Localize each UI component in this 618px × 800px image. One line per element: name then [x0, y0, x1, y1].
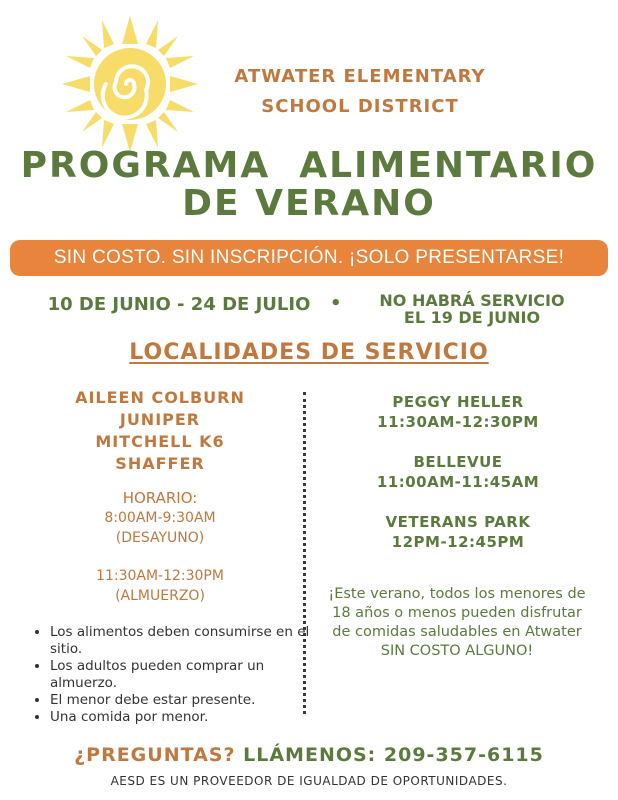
site-time: 11:30AM-12:30PM [377, 413, 539, 431]
schedule-block [50, 488, 270, 606]
rules-list [32, 624, 320, 726]
site-entry [338, 512, 578, 552]
schedule-label: HORARIO: [122, 489, 198, 507]
site-name: PEGGY HELLER [392, 393, 524, 411]
date-separator: • [330, 293, 342, 314]
contact-line [0, 743, 618, 767]
list-item: • Los alimentos deben consumirse en el sitio. [50, 624, 320, 658]
site-name: AILEEN COLBURN [75, 388, 245, 407]
site-name: MITCHELL K6 [95, 432, 225, 451]
no-service-notice [352, 292, 592, 326]
site-name: JUNIPER [119, 410, 201, 429]
site-name: VETERANS PARK [385, 513, 531, 531]
site-entry [338, 392, 578, 432]
site-name: BELLEVUE [413, 453, 503, 471]
breakfast-time: 8:00AM-9:30AM [104, 510, 216, 526]
breakfast-label: (DESAYUNO) [115, 530, 205, 546]
lunch-time: 11:30AM-12:30PM [96, 568, 224, 584]
right-site-list [338, 392, 578, 572]
list-item: • El menor debe estar presente. [50, 692, 320, 709]
no-cost-banner: SIN COSTO. SIN INSCRIPCIÓN. ¡SOLO PRESENTARSE! [10, 240, 608, 276]
phone-number[interactable]: LLÁMENOS: 209-357-6115 [243, 744, 544, 766]
sun-spiral-icon [60, 14, 200, 154]
left-site-list [50, 387, 270, 475]
questions-label: ¿PREGUNTAS? [74, 744, 236, 766]
no-service-line-2: EL 19 DE JUNIO [403, 308, 541, 327]
site-entry [338, 452, 578, 492]
title-line-1: PROGRAMA ALIMENTARIO [20, 145, 598, 186]
page-title [0, 147, 618, 223]
site-time: 12PM-12:45PM [391, 533, 525, 551]
lunch-label: (ALMUERZO) [115, 588, 205, 604]
promo-text: ¡Este verano, todos los menores de 18 años o menos pueden disfrutar de comidas saludables en Atwater SIN COSTO ALGUNO! [328, 586, 586, 659]
district-name [200, 62, 520, 122]
district-line-2: SCHOOL DISTRICT [261, 96, 459, 117]
date-range: 10 DE JUNIO - 24 DE JULIO [47, 294, 311, 315]
title-line-2: DE VERANO [182, 183, 436, 224]
site-time: 11:00AM-11:45AM [376, 473, 540, 491]
equal-opportunity-footer: AESD ES UN PROVEEDOR DE IGUALDAD DE OPORTUNIDADES. [110, 774, 508, 788]
list-item: • Una comida por menor. [50, 709, 320, 726]
no-service-line-1: NO HABRÁ SERVICIO [379, 291, 565, 310]
list-item: • Los adultos pueden comprar un almuerzo. [50, 658, 320, 692]
site-name: SHAFFER [115, 454, 205, 473]
locations-heading: LOCALIDADES DE SERVICIO [129, 340, 489, 365]
district-line-1: ATWATER ELEMENTARY [234, 66, 486, 87]
